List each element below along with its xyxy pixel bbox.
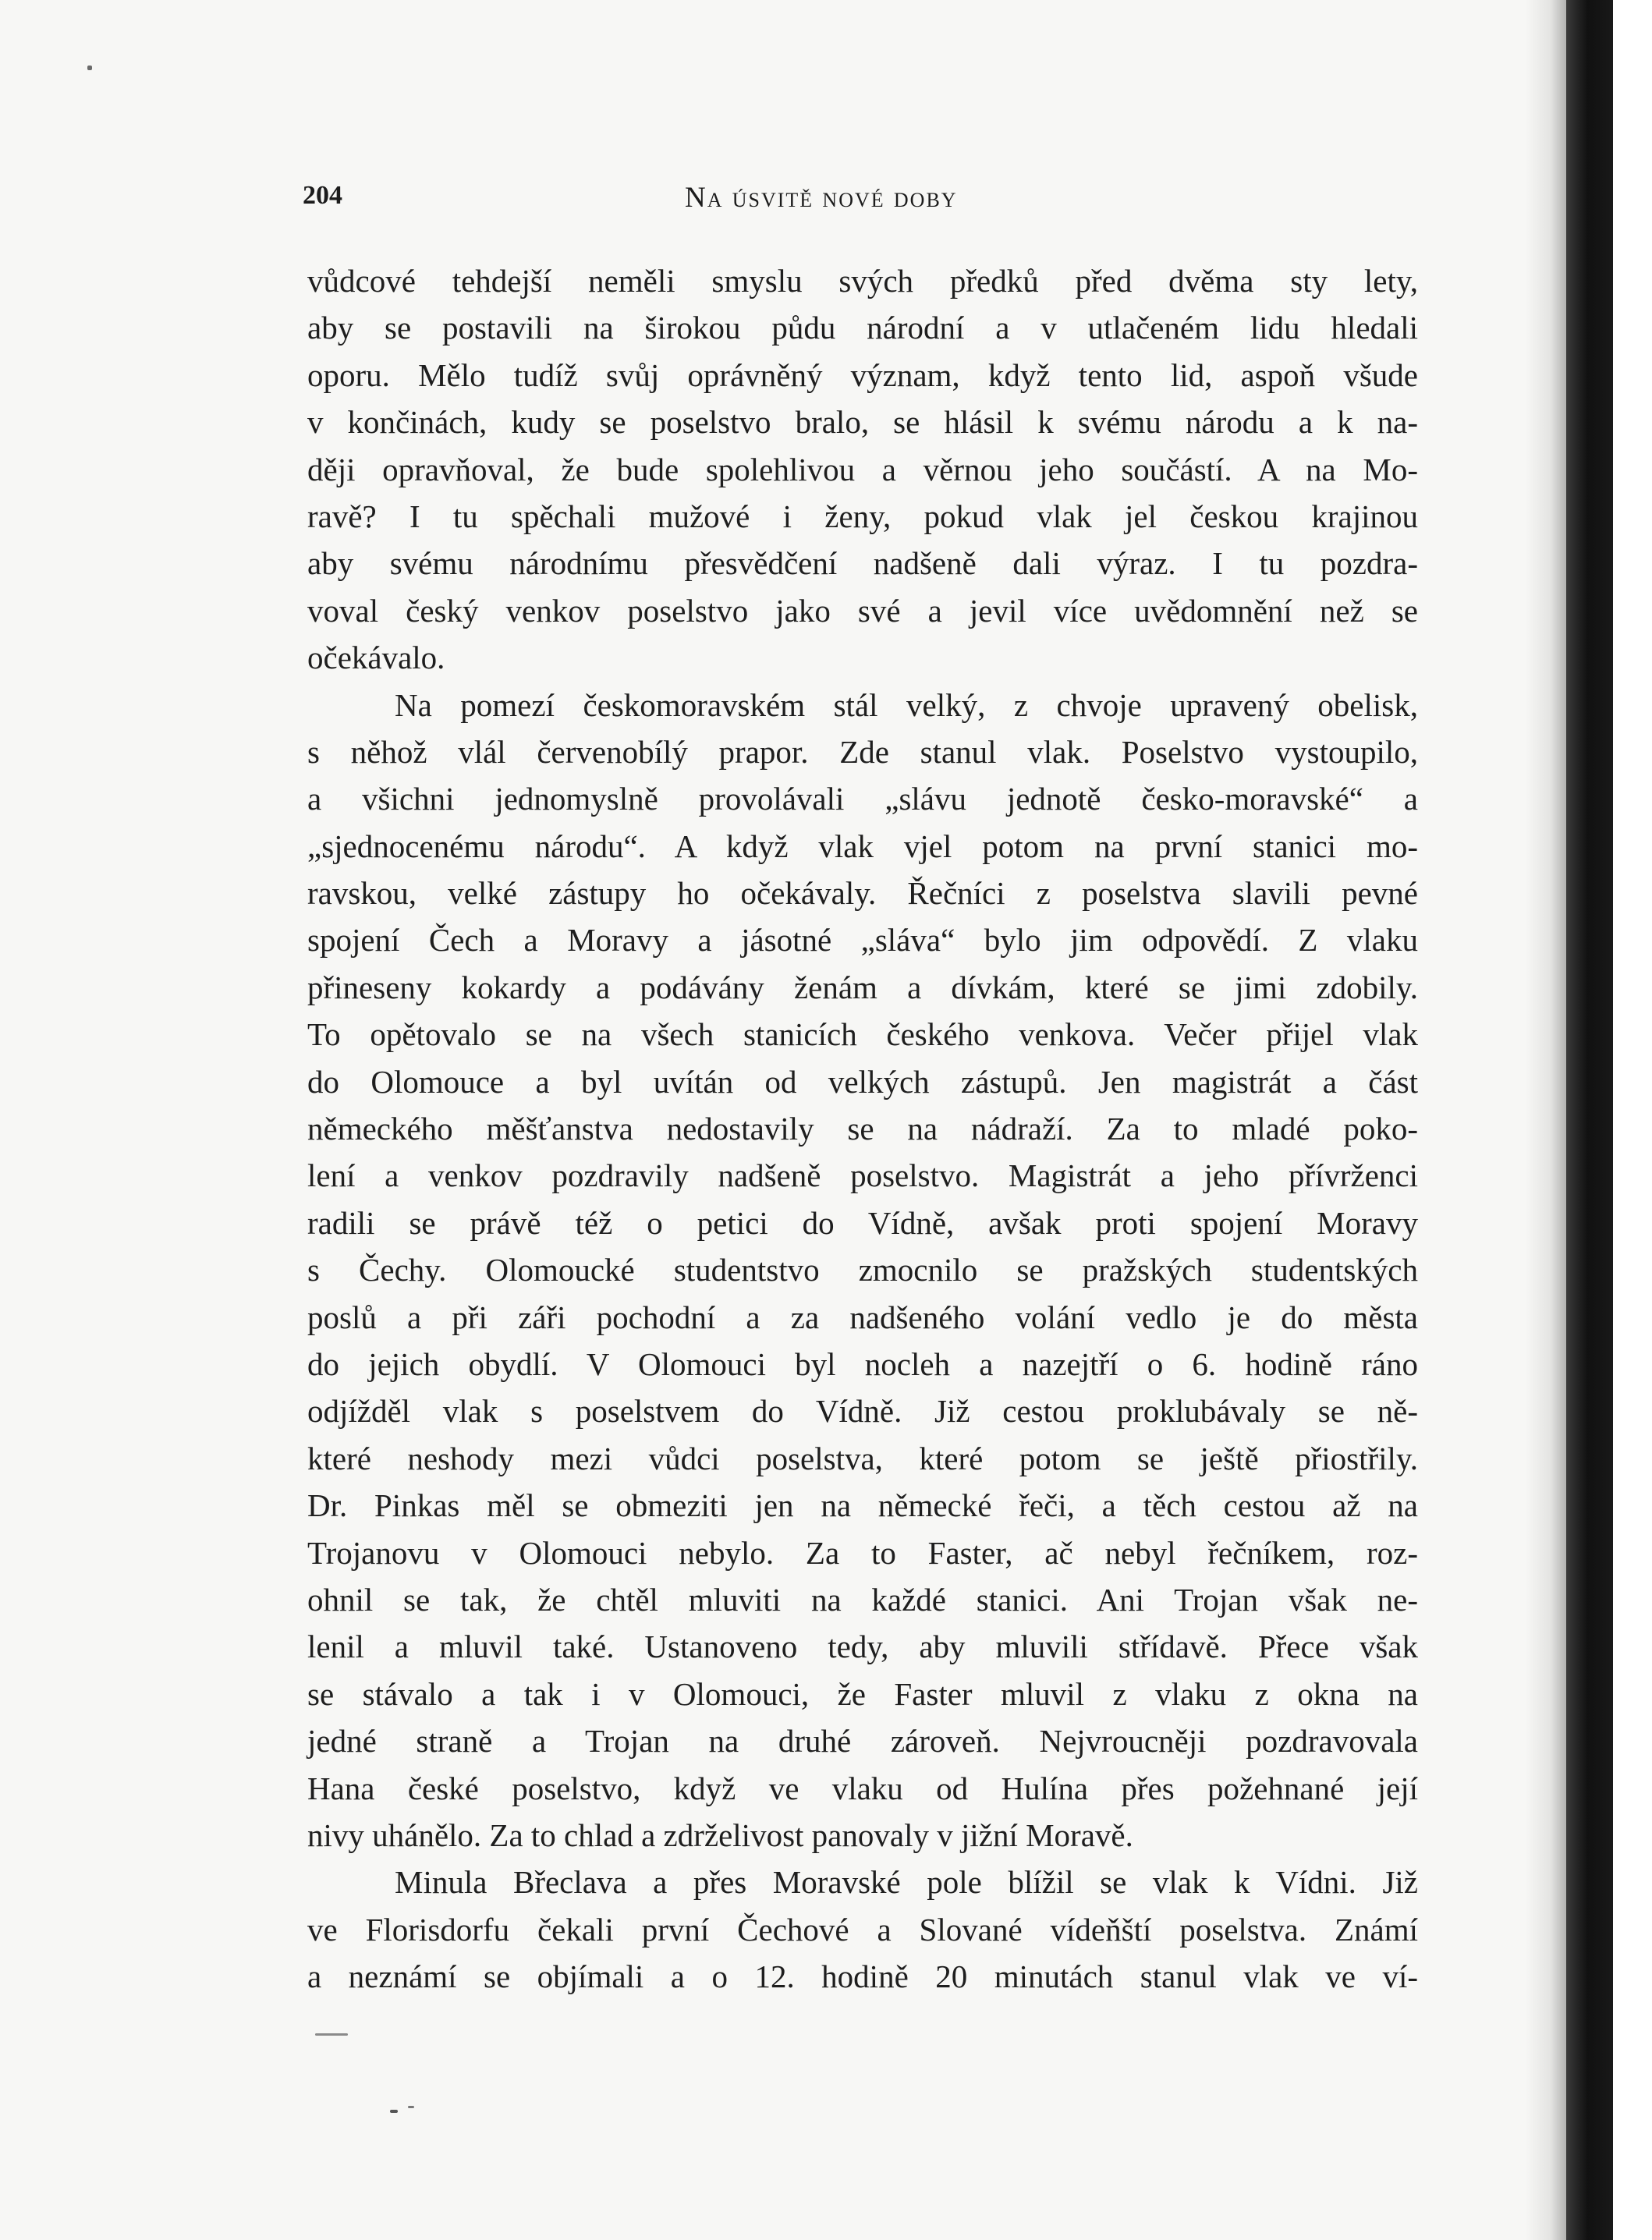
text-line: lenil a mluvil také. Ustanoveno tedy, aby mluvili střídavě. Přece však	[307, 1629, 1418, 1665]
text-line: s Čechy. Olomoucké studentstvo zmocnilo se pražských studentských	[307, 1252, 1418, 1288]
scan-speck	[315, 2033, 348, 2036]
text-line: německého měšťanstva nedostavily se na nádraží. Za to mladé poko-	[307, 1111, 1418, 1147]
text-line: ravskou, velké zástupy ho očekávaly. Řečníci z poselstva slavili pevné	[307, 875, 1418, 912]
page-number: 204	[303, 181, 342, 210]
text-line: nivy uhánělo. Za to chlad a zdrželivost panovaly v jižní Moravě.	[307, 1816, 1133, 1853]
text-line: jedné straně a Trojan na druhé zároveň. Nejvroucněji pozdravovala	[307, 1723, 1418, 1760]
text-line: „sjednocenému národu“. A když vlak vjel potom na první stanici mo-	[307, 828, 1418, 864]
text-line: voval český venkov poselstvo jako své a jevil více uvědomnění než se	[307, 592, 1418, 629]
text-line: Minula Břeclava a přes Moravské pole blížil se vlak k Vídni. Již	[395, 1864, 1418, 1901]
scan-margin	[1613, 0, 1652, 2240]
text-line: ději opravňoval, že bude spolehlivou a věrnou jeho součástí. A na Mo-	[307, 451, 1418, 487]
text-line: Hana české poselstvo, když ve vlaku od Hulína přes požehnané její	[307, 1770, 1418, 1806]
text-line: ve Florisdorfu čekali první Čechové a Slované vídeňští poselstva. Známí	[307, 1911, 1418, 1948]
text-line: poslů a při záři pochodní a za nadšeného volání vedlo je do města	[307, 1299, 1418, 1335]
text-line: do jejich obydlí. V Olomouci byl nocleh a nazejtří o 6. hodině ráno	[307, 1345, 1418, 1382]
binding-shadow	[1525, 0, 1572, 2240]
text-line: vůdcové tehdejší neměli smyslu svých předků před dvěma sty lety,	[307, 263, 1418, 299]
text-line: v končinách, kudy se poselstvo bralo, se hlásil k svému národu a k na-	[307, 404, 1418, 441]
text-line: do Olomouce a byl uvítán od velkých zástupů. Jen magistrát a část	[307, 1063, 1418, 1100]
text-line: Trojanovu v Olomouci nebylo. Za to Faster, ač nebyl řečníkem, roz-	[307, 1534, 1418, 1571]
text-line: očekávalo.	[307, 640, 445, 676]
text-line: spojení Čech a Moravy a jásotné „sláva“ bylo jim odpovědí. Z vlaku	[307, 922, 1418, 959]
text-line: aby se postavili na širokou půdu národní a v utlačeném lidu hledali	[307, 310, 1418, 346]
text-line: ravě? I tu spěchali mužové i ženy, pokud vlak jel českou krajinou	[307, 498, 1418, 534]
text-line: lení a venkov pozdravily nadšeně poselstvo. Magistrát a jeho přívrženci	[307, 1157, 1418, 1194]
text-line: oporu. Mělo tudíž svůj oprávněný význam, když tento lid, aspoň všude	[307, 356, 1418, 393]
text-line: přineseny kokardy a podávány ženám a dívkám, které se jimi zdobily.	[307, 969, 1418, 1005]
text-line: s něhož vlál červenobílý prapor. Zde stanul vlak. Poselstvo vystoupilo,	[307, 733, 1418, 770]
text-line: ohnil se tak, že chtěl mluviti na každé stanici. Ani Trojan však ne-	[307, 1581, 1418, 1618]
scan-speck	[87, 66, 92, 70]
text-line: a neznámí se objímali a o 12. hodině 20 minutách stanul vlak ve ví-	[307, 1958, 1418, 1995]
scan-speck	[408, 2106, 414, 2108]
body-text	[307, 257, 1418, 2000]
text-line: To opětovalo se na všech stanicích českého venkova. Večer přijel vlak	[307, 1016, 1418, 1053]
text-line: které neshody mezi vůdci poselstva, které potom se ještě přiostřily.	[307, 1440, 1418, 1476]
text-line: Na pomezí českomoravském stál velký, z chvoje upravený obelisk,	[395, 686, 1418, 723]
text-line: Dr. Pinkas měl se obmeziti jen na německé řeči, a těch cestou až na	[307, 1487, 1418, 1524]
scan-speck	[390, 2110, 398, 2113]
text-line: se stávalo a tak i v Olomouci, že Faster mluvil z vlaku z okna na	[307, 1675, 1418, 1712]
text-line: aby svému národnímu přesvědčení nadšeně dali výraz. I tu pozdra-	[307, 545, 1418, 582]
text-line: a všichni jednomyslně provolávali „slávu jednotě česko-moravské“ a	[307, 781, 1418, 817]
text-line: odjížděl vlak s poselstvem do Vídně. Již cestou proklubávaly se ně-	[307, 1393, 1418, 1430]
running-title: Na úsvitě nové doby	[685, 182, 958, 214]
text-line: radili se právě též o petici do Vídně, avšak proti spojení Moravy	[307, 1204, 1418, 1241]
